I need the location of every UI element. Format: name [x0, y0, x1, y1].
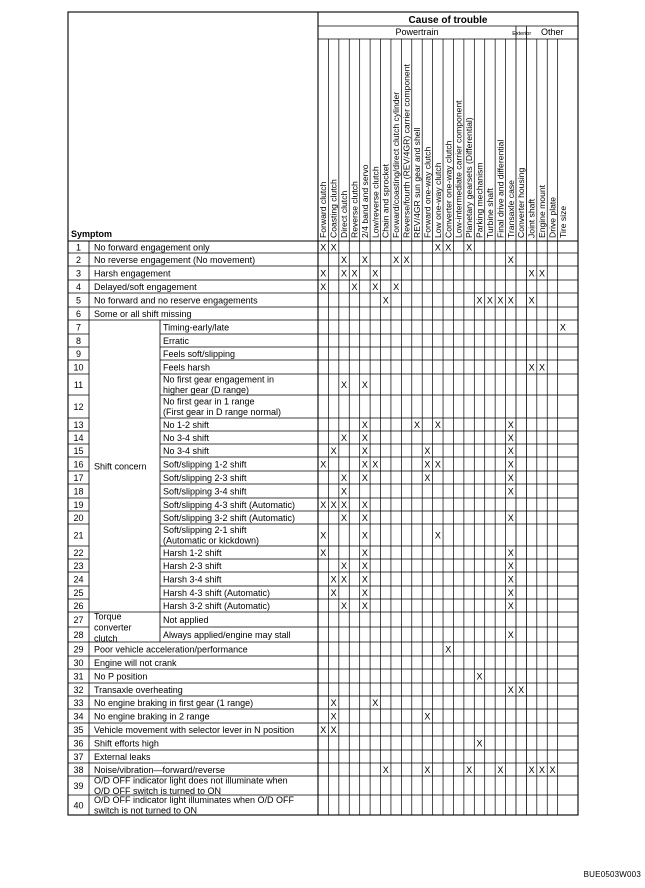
row-number: 20 — [73, 512, 84, 523]
x-mark: X — [528, 295, 535, 306]
x-mark: X — [341, 600, 348, 611]
x-mark: X — [424, 472, 431, 483]
x-mark: X — [539, 268, 546, 279]
symptom-text: No first gear engagement in — [163, 374, 275, 385]
symptom-text: Harsh 4-3 shift (Automatic) — [163, 587, 271, 598]
symptom-text: Engine will not crank — [94, 657, 177, 668]
x-mark: X — [320, 268, 327, 279]
x-mark: X — [518, 684, 525, 695]
cause-label: Low/reverse clutch — [370, 166, 381, 238]
symptom-text: higher gear (D range) — [163, 385, 250, 396]
symptom-text: Feels harsh — [163, 362, 211, 373]
x-mark: X — [361, 432, 368, 443]
x-mark: X — [549, 764, 556, 775]
x-mark: X — [424, 459, 431, 470]
symptom-text: O/D OFF switch is turned to ON — [94, 786, 222, 797]
x-mark: X — [497, 295, 504, 306]
x-mark: X — [507, 445, 514, 456]
symptom-text: Noise/vibration—forward/reverse — [94, 764, 226, 775]
x-mark: X — [382, 764, 389, 775]
x-mark: X — [330, 711, 337, 722]
row-number: 29 — [73, 644, 84, 655]
cause-label: 2/4 band and servo — [359, 164, 370, 238]
x-mark: X — [434, 459, 441, 470]
x-mark: X — [341, 268, 348, 279]
symptom-text: Soft/slipping 1-2 shift — [163, 459, 247, 470]
group-exterior: Exterior — [512, 31, 532, 37]
x-mark: X — [341, 486, 348, 497]
symptom-text: Transaxle overheating — [94, 684, 183, 695]
symptom-text: No forward engagement only — [94, 242, 210, 253]
cause-label: Transaxle case — [505, 180, 516, 238]
x-mark: X — [507, 486, 514, 497]
x-mark: X — [372, 268, 379, 279]
x-mark: X — [341, 254, 348, 265]
x-mark: X — [466, 242, 473, 253]
row-number: 28 — [73, 629, 84, 640]
row-number: 25 — [73, 587, 84, 598]
cause-of-trouble-title: Cause of trouble — [408, 15, 488, 26]
symptom-text: No 1-2 shift — [163, 419, 210, 430]
x-mark: X — [382, 295, 389, 306]
x-mark: X — [361, 419, 368, 430]
symptom-text: Timing-early/late — [163, 322, 230, 333]
x-mark: X — [341, 512, 348, 523]
row-number: 12 — [73, 401, 84, 412]
x-mark: X — [434, 530, 441, 541]
symptom-text: Soft/slipping 3-2 shift (Automatic) — [163, 512, 296, 523]
x-mark: X — [507, 600, 514, 611]
x-mark: X — [528, 362, 535, 373]
x-mark: X — [476, 738, 483, 749]
row-number: 31 — [73, 671, 84, 682]
x-mark: X — [320, 281, 327, 292]
symptom-text: Shift efforts high — [94, 738, 159, 749]
x-mark: X — [361, 445, 368, 456]
row-number: 4 — [75, 281, 82, 292]
symptom-text: No 3-4 shift — [163, 445, 210, 456]
x-mark: X — [528, 268, 535, 279]
cause-label: Parking mechanism — [474, 162, 485, 238]
x-mark: X — [507, 547, 514, 558]
row-number: 14 — [73, 432, 84, 443]
row-number: 37 — [73, 751, 84, 762]
cause-label: Forward/coasting/direct clutch cylinder — [391, 91, 402, 238]
symptom-text: External leaks — [94, 751, 151, 762]
symptom-text: O/D OFF indicator light does not illuminate when — [94, 775, 288, 786]
x-mark: X — [507, 560, 514, 571]
x-mark: X — [372, 697, 379, 708]
x-mark: X — [507, 684, 514, 695]
group-label-tcc: clutch — [94, 633, 118, 644]
x-mark: X — [361, 379, 368, 390]
cause-label: Low-intermediate carrier component — [453, 100, 464, 238]
row-number: 35 — [73, 724, 84, 735]
symptom-text: Erratic — [163, 335, 190, 346]
x-mark: X — [424, 445, 431, 456]
symptom-text: Always applied/engine may stall — [163, 629, 291, 640]
x-mark: X — [476, 671, 483, 682]
x-mark: X — [424, 711, 431, 722]
x-mark: X — [507, 419, 514, 430]
x-mark: X — [330, 587, 337, 598]
x-mark: X — [330, 697, 337, 708]
row-number: 17 — [73, 472, 84, 483]
row-number: 22 — [73, 547, 84, 558]
group-powertrain: Powertrain — [395, 27, 439, 37]
x-mark: X — [341, 574, 348, 585]
row-number: 26 — [73, 600, 84, 611]
x-mark: X — [445, 644, 452, 655]
cause-label: Direct clutch — [339, 190, 350, 238]
symptom-text: switch is not turned to ON — [94, 805, 198, 816]
row-number: 10 — [73, 362, 84, 373]
symptom-text: O/D OFF indicator light illuminates when O/D OFF — [94, 795, 295, 806]
x-mark: X — [372, 281, 379, 292]
group-label-tcc: Torque — [94, 611, 122, 622]
x-mark: X — [559, 322, 566, 333]
cause-label: Joint shaft — [526, 198, 537, 238]
row-number: 2 — [75, 254, 82, 265]
x-mark: X — [351, 268, 358, 279]
symptom-text: No P position — [94, 671, 148, 682]
x-mark: X — [361, 472, 368, 483]
symptom-text: (First gear in D range normal) — [163, 407, 282, 418]
x-mark: X — [507, 295, 514, 306]
x-mark: X — [393, 254, 400, 265]
cause-label: Engine mount — [537, 184, 548, 238]
symptom-text: Soft/slipping 3-4 shift — [163, 486, 247, 497]
x-mark: X — [341, 379, 348, 390]
symptom-text: Harsh 1-2 shift — [163, 547, 222, 558]
x-mark: X — [393, 281, 400, 292]
x-mark: X — [403, 254, 410, 265]
x-mark: X — [507, 574, 514, 585]
x-mark: X — [507, 472, 514, 483]
x-mark: X — [330, 445, 337, 456]
symptom-text: Not applied — [163, 614, 209, 625]
x-mark: X — [341, 472, 348, 483]
x-mark: X — [341, 432, 348, 443]
cause-label: Converter one-way clutch — [443, 140, 454, 238]
symptom-text: No 3-4 shift — [163, 432, 210, 443]
x-mark: X — [424, 764, 431, 775]
row-number: 34 — [73, 711, 84, 722]
x-mark: X — [434, 242, 441, 253]
x-mark: X — [507, 587, 514, 598]
group-label-tcc: converter — [94, 622, 132, 633]
cause-label: Converter housing — [516, 167, 527, 238]
symptom-text: Harsh 3-4 shift — [163, 574, 222, 585]
x-mark: X — [361, 254, 368, 265]
symptom-text: No reverse engagement (No movement) — [94, 254, 256, 265]
x-mark: X — [445, 242, 452, 253]
symptom-text: Vehicle movement with selector lever in N position — [94, 724, 295, 735]
row-number: 19 — [73, 499, 84, 510]
symptom-text: No engine braking in first gear (1 range) — [94, 697, 254, 708]
cause-label: Forward one-way clutch — [422, 146, 433, 238]
row-number: 6 — [75, 308, 82, 319]
x-mark: X — [497, 764, 504, 775]
symptom-text: Feels soft/slipping — [163, 348, 236, 359]
row-number: 18 — [73, 486, 84, 497]
symptom-text: Harsh 2-3 shift — [163, 560, 222, 571]
row-number: 13 — [73, 419, 84, 430]
x-mark: X — [413, 419, 420, 430]
group-other: Other — [540, 27, 564, 37]
x-mark: X — [361, 499, 368, 510]
x-mark: X — [539, 362, 546, 373]
x-mark: X — [486, 295, 493, 306]
symptom-text: Delayed/soft engagement — [94, 281, 197, 292]
row-number: 24 — [73, 574, 84, 585]
x-mark: X — [320, 242, 327, 253]
group-label-shift: Shift concern — [94, 461, 147, 472]
x-mark: X — [361, 512, 368, 523]
row-number: 16 — [73, 459, 84, 470]
row-number: 33 — [73, 697, 84, 708]
row-number: 5 — [75, 295, 82, 306]
cause-label: Coasting clutch — [328, 179, 339, 238]
x-mark: X — [466, 764, 473, 775]
x-mark: X — [341, 499, 348, 510]
x-mark: X — [476, 295, 483, 306]
x-mark: X — [507, 459, 514, 470]
cause-label: REV/4GR sun gear and shell — [411, 127, 422, 238]
row-number: 11 — [73, 379, 84, 390]
symptom-text: Harsh 3-2 shift (Automatic) — [163, 600, 271, 611]
x-mark: X — [361, 587, 368, 598]
row-number: 9 — [75, 348, 82, 359]
x-mark: X — [320, 547, 327, 558]
symptom-text: Soft/slipping 2-1 shift — [163, 525, 247, 536]
cause-label: Reverse clutch — [349, 181, 360, 238]
x-mark: X — [330, 499, 337, 510]
x-mark: X — [320, 459, 327, 470]
cause-label: Drive plate — [547, 196, 558, 238]
x-mark: X — [507, 254, 514, 265]
cause-label: Chain and sprocket — [380, 163, 391, 238]
row-number: 3 — [75, 268, 82, 279]
x-mark: X — [361, 560, 368, 571]
x-mark: X — [330, 242, 337, 253]
x-mark: X — [361, 459, 368, 470]
symptom-text: Soft/slipping 2-3 shift — [163, 472, 247, 483]
row-number: 39 — [73, 780, 84, 791]
row-number: 23 — [73, 560, 84, 571]
symptom-text: No first gear in 1 range — [163, 396, 255, 407]
cause-label: Forward clutch — [318, 181, 329, 238]
symptom-text: (Automatic or kickdown) — [163, 535, 260, 546]
x-mark: X — [341, 560, 348, 571]
x-mark: X — [539, 764, 546, 775]
x-mark: X — [330, 574, 337, 585]
symptom-text: Soft/slipping 4-3 shift (Automatic) — [163, 499, 296, 510]
x-mark: X — [320, 724, 327, 735]
x-mark: X — [372, 459, 379, 470]
row-number: 40 — [73, 800, 84, 811]
symptom-text: No forward and no reserve engagements — [94, 295, 258, 306]
symptom-text: Poor vehicle acceleration/performance — [94, 644, 248, 655]
symptom-header: Symptom — [71, 229, 113, 239]
cause-label: Reverse/fourth (REV/4GR) carrier component — [401, 64, 412, 238]
cause-label: Final drive and differential — [495, 139, 506, 238]
x-mark: X — [330, 724, 337, 735]
x-mark: X — [507, 432, 514, 443]
x-mark: X — [361, 600, 368, 611]
row-number: 21 — [73, 530, 84, 541]
x-mark: X — [361, 574, 368, 585]
symptom-text: Harsh engagement — [94, 268, 171, 279]
x-mark: X — [507, 512, 514, 523]
symptom-text: Some or all shift missing — [94, 308, 192, 319]
x-mark: X — [434, 419, 441, 430]
cause-label: Low one-way clutch — [432, 162, 443, 238]
x-mark: X — [528, 764, 535, 775]
row-number: 32 — [73, 684, 84, 695]
cause-label: Planetary gearsets (Differential) — [464, 117, 475, 238]
x-mark: X — [320, 530, 327, 541]
row-number: 38 — [73, 764, 84, 775]
x-mark: X — [507, 629, 514, 640]
document-code: BUE0503W003 — [583, 870, 641, 879]
cause-label: Turbine shaft — [484, 188, 495, 238]
row-number: 15 — [73, 445, 84, 456]
symptom-text: No engine braking in 2 range — [94, 711, 210, 722]
row-number: 30 — [73, 657, 84, 668]
row-number: 36 — [73, 738, 84, 749]
row-number: 27 — [73, 614, 84, 625]
cause-label: Tire size — [557, 205, 568, 238]
x-mark: X — [351, 281, 358, 292]
x-mark: X — [361, 530, 368, 541]
row-number: 8 — [75, 335, 82, 346]
x-mark: X — [361, 547, 368, 558]
row-number: 7 — [75, 322, 82, 333]
x-mark: X — [320, 499, 327, 510]
row-number: 1 — [75, 242, 82, 253]
